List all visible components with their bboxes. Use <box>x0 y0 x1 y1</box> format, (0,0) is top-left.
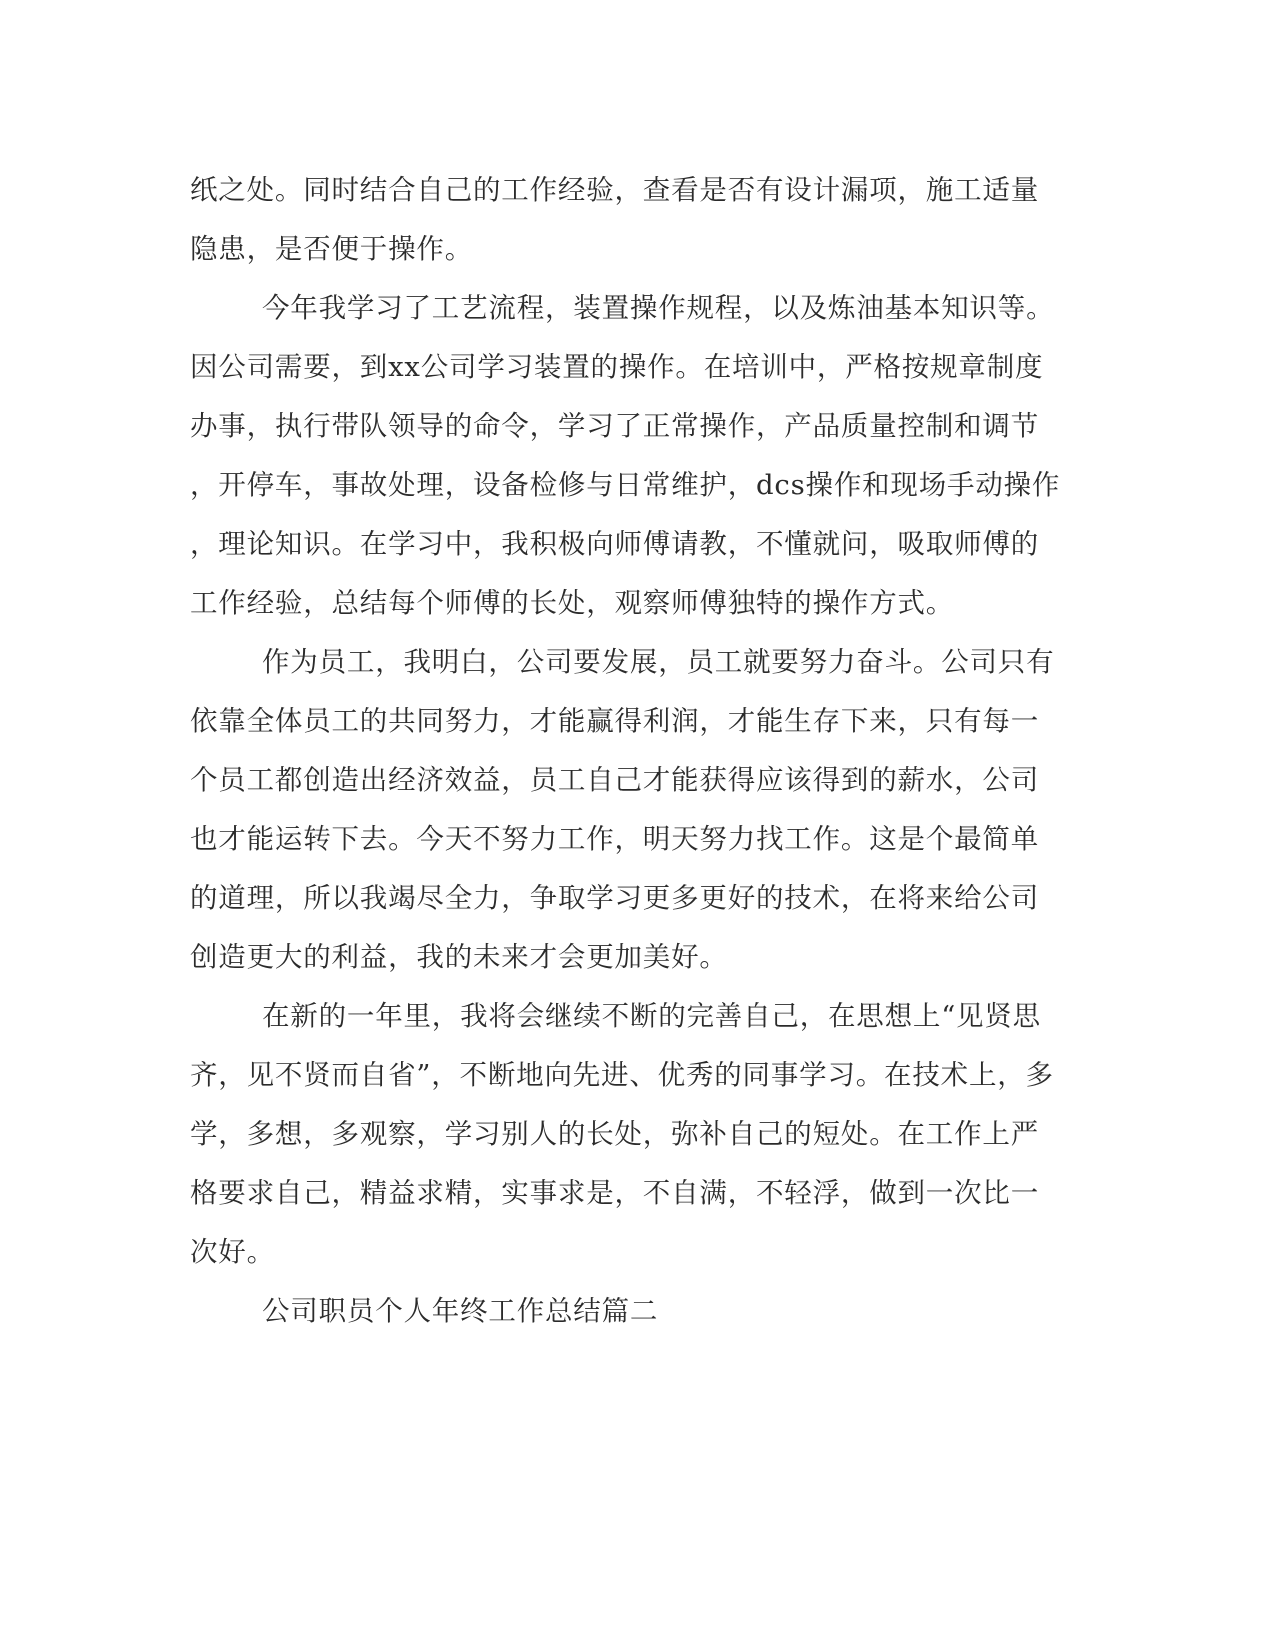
text-line: 办事，执行带队领导的命令，学习了正常操作，产品质量控制和调节 <box>190 410 1039 442</box>
text-line: 格要求自己，精益求精，实事求是，不自满，不轻浮，做到一次比一 <box>190 1177 1039 1209</box>
text-line: 纸之处。同时结合自己的工作经验，查看是否有设计漏项，施工适量 <box>190 174 1039 206</box>
text-line: 隐患，是否便于操作。 <box>190 233 473 265</box>
text-line: 创造更大的利益，我的未来才会更加美好。 <box>190 941 728 973</box>
text-line: 工作经验，总结每个师傅的长处，观察师傅独特的操作方式。 <box>190 587 955 619</box>
text-line: 齐，见不贤而自省”，不断地向先进、优秀的同事学习。在技术上，多 <box>190 1059 1054 1091</box>
paragraph-start-line: 作为员工，我明白，公司要发展，员工就要努力奋斗。公司只有 <box>262 646 1055 678</box>
text-line: 次好。 <box>190 1236 275 1268</box>
text-line: ，开停车，事故处理，设备检修与日常维护，dcs操作和现场手动操作 <box>190 469 1061 501</box>
text-line: 因公司需要，到xx公司学习装置的操作。在培训中，严格按规章制度 <box>190 351 1044 383</box>
text-line: 也才能运转下去。今天不努力工作，明天努力找工作。这是个最简单 <box>190 823 1039 855</box>
text-line: ，理论知识。在学习中，我积极向师傅请教，不懂就问，吸取师傅的 <box>190 528 1039 560</box>
text-line: 个员工都创造出经济效益，员工自己才能获得应该得到的薪水，公司 <box>190 764 1039 796</box>
text-line: 的道理，所以我竭尽全力，争取学习更多更好的技术，在将来给公司 <box>190 882 1039 914</box>
paragraph-start-line: 今年我学习了工艺流程，装置操作规程，以及炼油基本知识等。 <box>262 292 1055 324</box>
paragraph-start-line: 在新的一年里，我将会继续不断的完善自己，在思想上“见贤思 <box>262 1000 1041 1032</box>
text-line: 依靠全体员工的共同努力，才能赢得利润，才能生存下来，只有每一 <box>190 705 1039 737</box>
text-line: 学，多想，多观察，学习别人的长处，弥补自己的短处。在工作上严 <box>190 1118 1039 1150</box>
section-heading: 公司职员个人年终工作总结篇二 <box>262 1295 659 1327</box>
